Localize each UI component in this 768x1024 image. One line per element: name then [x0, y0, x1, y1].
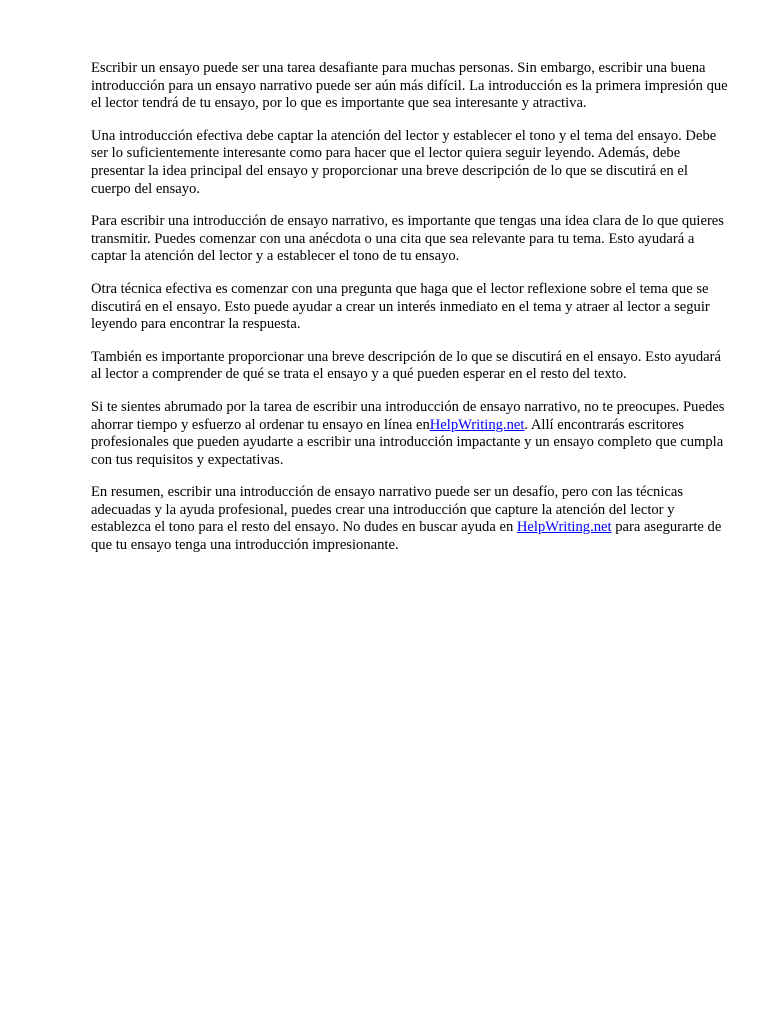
paragraph-5: También es importante proporcionar una breve descripción de lo que se discutirá en el ensayo. Esto ayudará al lector a comprender de qué se trata el ensayo y a qué pueden esperar en el resto del texto. — [91, 348, 721, 383]
paragraph-2: Una introducción efectiva debe captar la atención del lector y establecer el tono y el tema del ensayo. Debe ser lo suficientemente interesante como para hacer que el lector quiera seguir leyendo. Además, debe presentar la idea principal del ensayo y proporcionar una breve descripción de lo que se discutirá en el cuerpo del ensayo. — [91, 127, 717, 197]
paragraph-4: Otra técnica efectiva es comenzar con una pregunta que haga que el lector reflexione sobre el tema que se discutirá en el ensayo. Esto puede ayudar a crear un interés inmediato en el tema y atraer al lector a seguir leyendo para encontrar la respuesta. — [91, 280, 710, 333]
paragraph-3: Para escribir una introducción de ensayo narrativo, es importante que tengas una idea clara de lo que quieres transmitir. Puedes comenzar con una anécdota o una cita que sea relevante para tu tema. Esto ayudará a captar la atención del lector y a establecer el tono de tu ensayo. — [91, 213, 724, 265]
paragraph-6-text-before: Si te sientes abrumado por la tarea de escribir una introducción de ensayo narrativo, no te preocupes. Puedes ahorrar tiempo y esfuerzo al ordenar tu ensayo en línea en — [91, 398, 725, 433]
paragraph-7-text-after: para asegurarte de que tu ensayo tenga una introducción impresionante. — [91, 519, 722, 554]
paragraph-6-text-after: . Allí encontrarás escritores profesionales que pueden ayudarte a escribir una introducción impactante y un ensayo completo que cumpla con tus requisitos y expectativas. — [91, 416, 724, 468]
paragraph-7-text-before: En resumen, escribir una introducción de ensayo narrativo puede ser un desafío, pero con las técnicas adecuadas y la ayuda profesional, puedes crear una introducción que capture la atención del lector y establezca el tono para el resto del ensayo. No dudes en buscar ayuda en — [91, 484, 684, 536]
paragraph-6 — [91, 399, 731, 469]
paragraph-1: Escribir un ensayo puede ser una tarea desafiante para muchas personas. Sin embargo, escribir una buena introducción para un ensayo narrativo puede ser aún más difícil. La introducción es la primera impresión que el lector tendrá de tu ensayo, por lo que es importante que sea interesante y atractiva. — [91, 60, 728, 112]
paragraph-7 — [91, 484, 731, 554]
helpwriting-link[interactable]: HelpWriting.net — [516, 519, 612, 536]
helpwriting-link[interactable]: HelpWriting.net — [429, 416, 525, 433]
